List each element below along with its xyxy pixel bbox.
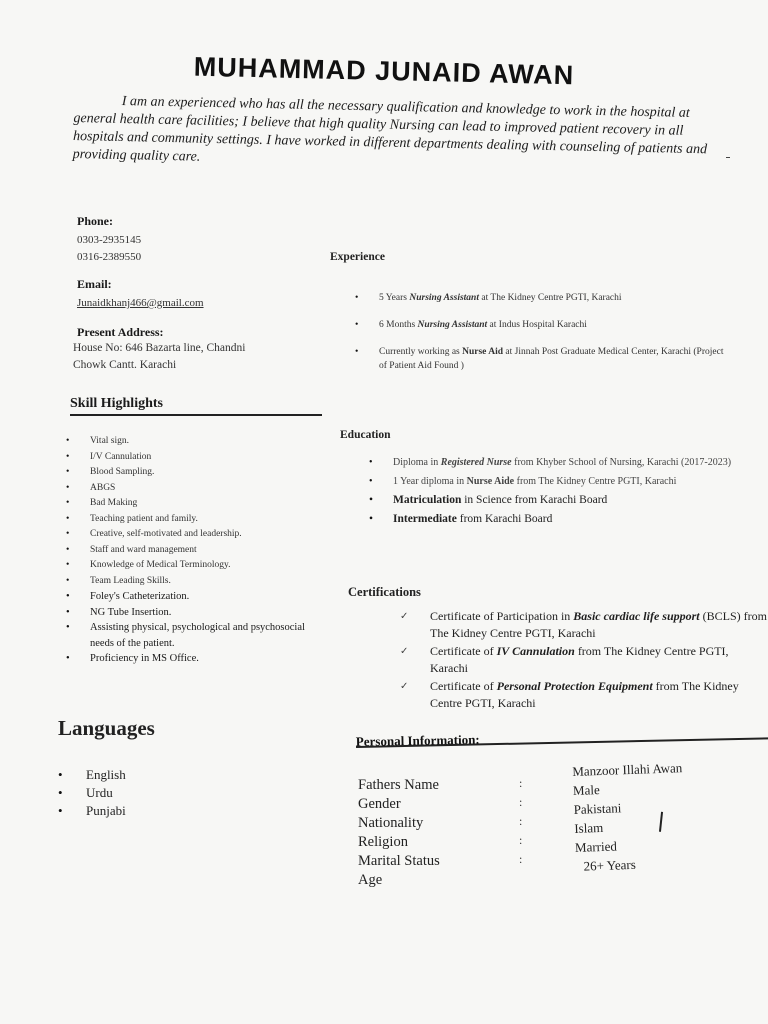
skill-item: • Proficiency in MS Office.	[66, 651, 326, 667]
languages-heading: Languages	[58, 716, 155, 740]
phone-label: Phone:	[77, 214, 113, 228]
checkmark-icon: ✓	[400, 611, 409, 622]
address-line-1: House No: 646 Bazarta line, Chandni	[73, 342, 246, 354]
phone-number-2: 0316-2389550	[77, 251, 142, 263]
candidate-name: MUHAMMAD JUNAID AWAN	[193, 51, 575, 91]
experience-list	[355, 291, 725, 386]
email-label: Email:	[77, 277, 112, 291]
skill-item: • I/V Cannulation	[66, 450, 326, 466]
field-value: Islam	[574, 819, 604, 836]
education-list	[369, 454, 749, 530]
skill-item: • Team Leading Skills.	[66, 574, 326, 590]
field-value: 26+ Years	[583, 856, 636, 874]
education-heading: Education	[340, 429, 391, 441]
personal-info-values	[572, 758, 686, 876]
skill-item: • Blood Sampling.	[66, 465, 326, 481]
education-item: • Matriculation in Science from Karachi Board	[369, 492, 749, 509]
experience-item: • 5 Years Nursing Assistant at The Kidney Centre PGTI, Karachi	[355, 291, 725, 305]
field-label: Religion	[358, 834, 408, 850]
skill-item: • Teaching patient and family.	[66, 512, 326, 528]
skill-item: • Knowledge of Medical Terminology.	[66, 558, 326, 574]
field-value: Manzoor Illahi Awan	[572, 760, 683, 779]
experience-heading: Experience	[330, 251, 385, 263]
skills-list	[66, 434, 326, 667]
contact-section	[73, 214, 246, 374]
field-value: Married	[574, 838, 618, 855]
field-label: Age	[358, 872, 383, 888]
skill-item: • NG Tube Insertion.	[66, 605, 326, 621]
education-item: • Intermediate from Karachi Board	[369, 511, 749, 528]
checkmark-icon: ✓	[400, 681, 409, 692]
language-item: • Punjabi	[58, 802, 126, 820]
address-line-2: Chowk Cantt. Karachi	[73, 359, 177, 371]
education-item: • 1 Year diploma in Nurse Aide from The Kidney Centre PGTI, Karachi	[369, 473, 749, 490]
languages-list	[58, 766, 126, 820]
language-item: • English	[58, 766, 126, 784]
separator: :	[519, 795, 523, 809]
field-value: Pakistani	[573, 800, 622, 817]
certification-item: ✓ Certificate of IV Cannulation from The Kidney Centre PGTI, Karachi	[400, 644, 729, 675]
skill-item: • Vital sign.	[66, 434, 326, 450]
certification-item: ✓ Certificate of Personal Protection Equipment from The Kidney Centre PGTI, Karachi	[400, 679, 739, 710]
profile-summary: I am an experienced who has all the necessary qualification and knowledge to work in the hospital at general health care facilities; I believe that high quality Nursing can lead to improved patient recovery in all hospitals and community settings. I have worked in different departments dealing with counseling of patients and providing quality care.	[72, 94, 708, 165]
address-label: Present Address:	[77, 325, 164, 339]
skills-heading: Skill Highlights	[70, 396, 322, 416]
certifications-heading: Certifications	[348, 585, 421, 599]
skill-item: • Assisting physical, psychological and psychosocial needs of the patient.	[66, 620, 326, 651]
email-link[interactable]: Junaidkhanj466@gmail.com	[77, 297, 204, 309]
experience-item: • 6 Months Nursing Assistant at Indus Hospital Karachi	[355, 318, 725, 332]
skill-item: • ABGS	[66, 481, 326, 497]
skill-item: • Foley's Catheterization.	[66, 589, 326, 605]
field-label: Nationality	[358, 815, 424, 831]
education-item: • Diploma in Registered Nurse from Khyber School of Nursing, Karachi (2017-2023)	[369, 454, 749, 471]
personal-info-heading: Personal Information:	[355, 731, 480, 750]
phone-number-1: 0303-2935145	[77, 234, 142, 246]
field-label: Fathers Name	[358, 777, 439, 793]
skill-item: • Creative, self-motivated and leadership.	[66, 527, 326, 543]
checkmark-icon: ✓	[400, 646, 409, 657]
separator: :	[519, 852, 523, 866]
separator: :	[519, 814, 523, 828]
field-label: Gender	[358, 796, 401, 812]
skill-item: • Staff and ward management	[66, 543, 326, 559]
certification-item: ✓ Certificate of Participation in Basic cardiac life support (BCLS) from The Kidney Centre PGTI, Karachi	[400, 609, 767, 640]
separator: :	[519, 776, 523, 790]
skill-item: • Bad Making	[66, 496, 326, 512]
certifications-list	[400, 608, 768, 713]
experience-item: • Currently working as Nurse Aid at Jinnah Post Graduate Medical Center, Karachi (Project of Patient Aid Found )	[355, 345, 725, 373]
language-item: • Urdu	[58, 784, 126, 802]
field-value: Male	[572, 782, 600, 798]
field-label: Marital Status	[358, 853, 440, 869]
personal-info-labels	[358, 776, 440, 890]
personal-info-separators	[519, 774, 522, 869]
separator: :	[519, 833, 523, 847]
stray-mark	[726, 157, 730, 158]
